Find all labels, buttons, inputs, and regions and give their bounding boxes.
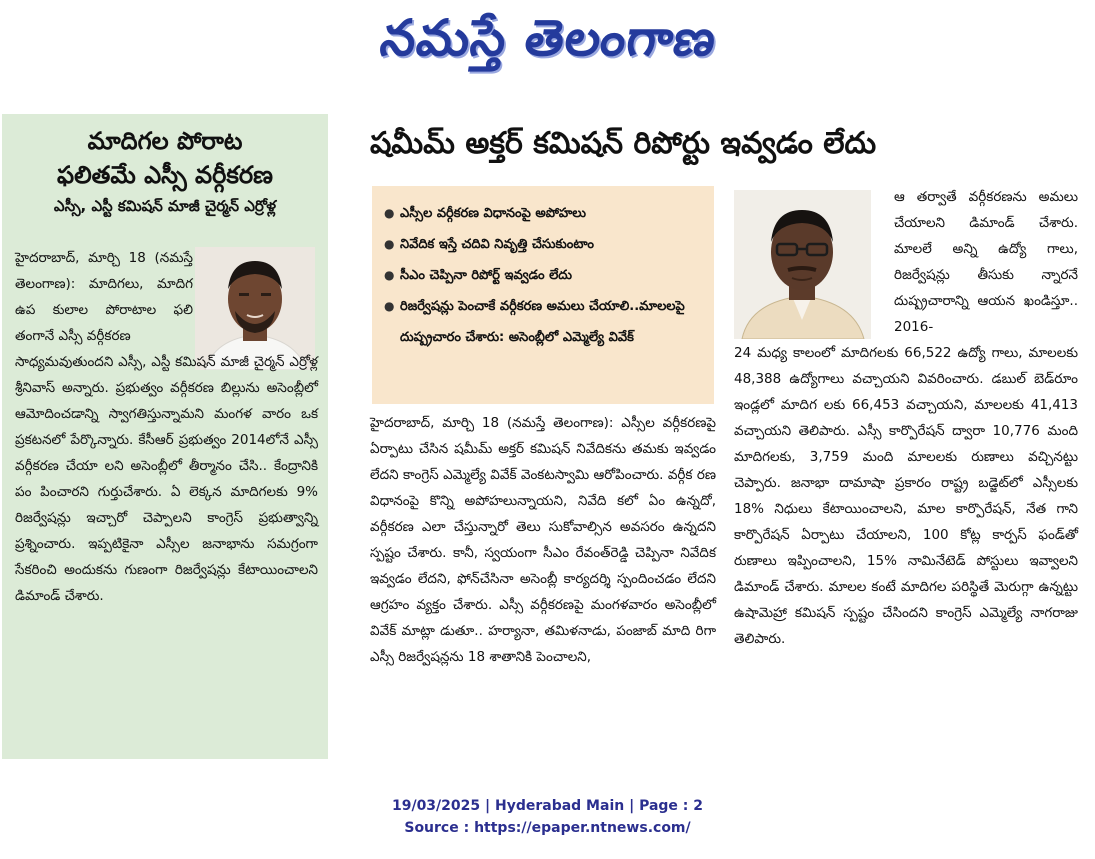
main-article-body-right xyxy=(734,184,1078,652)
side-headline-line1: మాదిగల పోరాట xyxy=(87,127,243,155)
side-headline-line2: ఫలితమే ఎస్సీ వర్గీకరణ xyxy=(57,161,273,189)
highlights-box xyxy=(372,186,714,404)
footer-dateline: 19/03/2025 | Hyderabad Main | Page : 2 xyxy=(391,798,704,814)
masthead-title: నమస్తే తెలంగాణ xyxy=(376,8,721,67)
main-article-body-left: హైదరాబాద్, మార్చి 18 (నమస్తే తెలంగాణ): ఎస్సీల వర్గీకరణపై ఏర్పాటు చేసిన షమీమ్ అక్తర్ కమిషన్ నివేదికను తమకు ఇవ్వడం లేదని కాంగ్రెస్ ఎమ్మెల్యే వివేక్ వెంకటస్వామి ఆరోపించారు. వర్గీక రణ విధానంపై కొన్ని అపోహలున్నాయని, నివేది కలో ఏం ఉన్నదో, వర్గీకరణ ఎలా చేస్తున్నారో తెలు సుకోవాల్సిన అవసరం ఉన్నదని స్పష్టం చేశారు. కానీ, స్వయంగా సీఎం రేవంత్‌రెడ్డి చెప్పినా నివేదిక ఇవ్వడం లేదని, ఫోన్‌చేసినా అసెంబ్లీ కార్యదర్శి స్పందించడం లేదని ఆగ్రహం వ్యక్తం చేశారు. ఎస్సీ వర్గీకరణపై మంగళవారం అసెంబ్లీలో వివేక్ మాట్లా డుతూ.. హర్యానా, తమిళనాడు, పంజాబ్ మాది రిగా ఎస్సీ రిజర్వేషన్లను 18 శాతానికి పెంచాలని, xyxy=(370,415,716,665)
bullet-dot-icon: ● xyxy=(384,237,395,251)
side-body-top: హైదరాబాద్, మార్చి 18 (నమస్తే తెలంగాణ): మాదిగలు, మాదిగ ఉప కులాల పోరాటాల ఫలి తంగానే ఎస్సీ వర్గీకరణ xyxy=(15,250,193,344)
side-article-headline xyxy=(2,124,328,192)
highlight-text: నివేదిక ఇస్తే చదివి నివృత్తి చేసుకుంటాం xyxy=(400,237,595,252)
side-article-subheadline: ఎస్సీ, ఎస్టీ కమిషన్ మాజీ చైర్మన్ ఎర్రోళ్ల xyxy=(53,197,277,215)
right-body-top: ఆ తర్వాతే వర్గీకరణను అమలు చేయాలని డిమాండ్ చేశారు. మాలలే అన్ని ఉద్యో గాలు, రిజర్వేషన్లు తీసుకు న్నారనే దుష్ప్రచారాన్ని ఆయన ఖండిస్తూ.. 2016- xyxy=(894,189,1078,335)
highlight-text: ఎస్సీల వర్గీకరణ విధానంపై అపోహలు xyxy=(400,206,587,221)
highlight-text: రిజర్వేషన్లు పెంచాకే వర్గీకరణ అమలు చేయాలి..మాలలపై దుష్ప్రచారం చేశారు: అసెంబ్లీలో ఎమ్మెల్యే వివేక్ xyxy=(400,299,685,345)
highlight-text: సీఎం చెప్పినా రిపోర్ట్ ఇవ్వడం లేదు xyxy=(400,268,572,283)
highlight-item xyxy=(384,291,704,353)
highlight-item xyxy=(384,198,704,229)
main-headline: షమీమ్ అక్తర్ కమిషన్ రిపోర్టు ఇవ్వడం లేదు xyxy=(370,126,877,161)
bullet-dot-icon: ● xyxy=(384,206,395,220)
masthead xyxy=(0,4,1095,84)
side-article-body xyxy=(15,245,318,609)
footer-source-link[interactable]: Source : https://epaper.ntnews.com/ xyxy=(404,820,691,836)
right-body-rest: 24 మధ్య కాలంలో మాదిగలకు 66,522 ఉద్యో గాలు, మాలలకు 48,388 ఉద్యోగాలు వచ్చాయని వివరించారు. డబుల్ బెడ్‌రూం ఇండ్లలో మాదిగ లకు 66,453 వచ్చాయని, మాలలకు 41,413 వచ్చాయని తెలిపారు. ఎస్సీ కార్పొరేషన్ ద్వారా 10,776 మంది మాదిగలకు, 3,759 మంది మాలలకు రుణాలు వచ్చినట్టు చెప్పారు. జనాభా దామాషా ప్రకారం రాష్ట్ర బడ్జెట్‌లో ఎస్సీలకు 18% నిధులు కేటాయించాలని, మాల కార్పొరేషన్, నేత గాని కార్పొరేషన్ ఏర్పాటు చేయాలని, 100 కోట్ల కార్పస్ ఫండ్‌తో రుణాలు ఇప్పించాలని, 15% నామినేటెడ్ పోస్టులు ఇవ్వాలని డిమాండ్ చేశారు. మాలల కంటే మాదిగల పరిస్థితే మెరుగ్గా ఉన్నట్టు ఉషామెహ్రా కమిషన్ స్పష్టం చేసిందని కాంగ్రెస్ ఎమ్మెల్యే నాగరాజు తెలిపారు. xyxy=(734,345,1078,647)
page-footer xyxy=(0,795,1095,839)
highlight-item xyxy=(384,260,704,291)
side-body-rest: సాధ్యమవుతుందని ఎస్సీ, ఎస్టీ కమిషన్ మాజీ చైర్మన్ ఎర్రోళ్ల శ్రీనివాస్ అన్నారు. ప్రభుత్వం వర్గీకరణ బిల్లును అసెంబ్లీలో ఆమోదించడాన్ని స్వాగతిస్తున్నామని మంగళ వారం ఒక ప్రకటనలో పేర్కొన్నారు. కేసీఆర్ ప్రభుత్వం 2014లోనే ఎస్సీ వర్గీకరణ చేయా లని అసెంబ్లీలో తీర్మానం చేసి.. కేంద్రానికి పం పించారని గుర్తుచేశారు. ఏ లెక్కన మాదిగలకు 9% రిజర్వేషన్లు ఇచ్చారో చెప్పాలని కాంగ్రెస్ ప్రభుత్వాన్ని ప్రశ్నించారు. ఇప్పటికైనా ఎస్సీల జనాభాను సమగ్రంగా సేకరించి అందుకను గుణంగా రిజర్వేషన్లు కేటాయించాలని డిమాండ్ చేశారు. xyxy=(15,354,318,604)
side-article xyxy=(2,114,328,759)
bullet-dot-icon: ● xyxy=(384,268,395,282)
highlight-item xyxy=(384,229,704,260)
bullet-dot-icon: ● xyxy=(384,299,395,313)
